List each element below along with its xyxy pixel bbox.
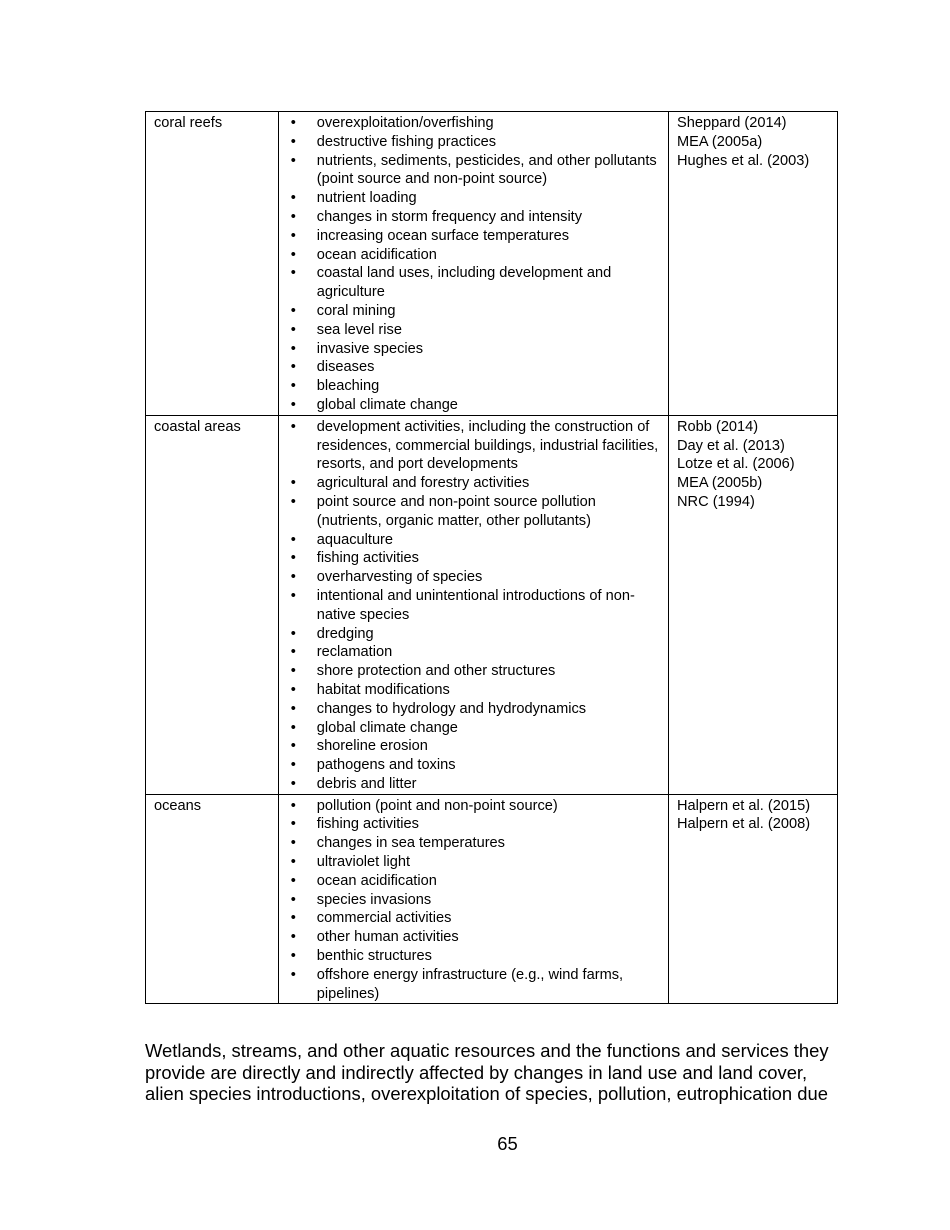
reference-citation: Day et al. (2013)	[677, 437, 785, 454]
reference-citation: Lotze et al. (2006)	[677, 456, 795, 473]
stressor-item: • dredging	[285, 625, 662, 644]
stressor-item: • overharvesting of species	[285, 568, 662, 587]
body-paragraph: Wetlands, streams, and other aquatic resources and the functions and services they provide are directly and indirectly affected by changes in land use and land cover, alien species introductions, overexploitation of species, pollution, eutrophication due	[145, 1040, 829, 1104]
stressor-item: • diseases	[285, 358, 662, 377]
stressor-item: • reclamation	[285, 643, 662, 662]
stressor-item: • benthic structures	[285, 947, 662, 966]
stressor-item: • habitat modifications	[285, 681, 662, 700]
stressor-item: • ocean acidification	[285, 246, 662, 265]
stressor-item: • increasing ocean surface temperatures	[285, 227, 662, 246]
stressor-item: • changes to hydrology and hydrodynamics	[285, 700, 662, 719]
stressor-item: • aquaculture	[285, 531, 662, 550]
stressors-cell	[278, 794, 668, 1004]
stressor-item: • fishing activities	[285, 815, 662, 834]
stressor-item: • coastal land uses, including development and agriculture	[285, 264, 662, 302]
table-row	[146, 794, 838, 1004]
stressor-item: • ultraviolet light	[285, 853, 662, 872]
ecosystem-cell: coastal areas	[146, 415, 279, 794]
stressor-list	[285, 418, 662, 794]
stressor-item: • global climate change	[285, 396, 662, 415]
stressor-list	[285, 797, 662, 1004]
stressors-cell	[278, 112, 668, 416]
stressor-item: • other human activities	[285, 928, 662, 947]
stressor-table-body	[146, 112, 838, 1004]
stressor-item: • intentional and unintentional introductions of non-native species	[285, 587, 662, 625]
stressor-item: • destructive fishing practices	[285, 133, 662, 152]
stressors-cell	[278, 415, 668, 794]
stressor-item: • offshore energy infrastructure (e.g., wind farms, pipelines)	[285, 966, 662, 1004]
stressor-item: • shoreline erosion	[285, 737, 662, 756]
reference-citation: Sheppard (2014)	[677, 115, 787, 131]
references-cell	[669, 794, 838, 1004]
stressor-item: • nutrient loading	[285, 189, 662, 208]
stressor-item: • invasive species	[285, 340, 662, 359]
stressor-item: • point source and non-point source pollution (nutrients, organic matter, other pollutants)	[285, 493, 662, 531]
reference-citation: Halpern et al. (2008)	[677, 816, 811, 833]
ecosystem-cell: oceans	[146, 794, 279, 1004]
reference-citation: Hughes et al. (2003)	[677, 152, 810, 169]
stressor-list	[285, 114, 662, 415]
stressor-item: • fishing activities	[285, 549, 662, 568]
stressor-table	[145, 111, 838, 1004]
stressor-item: • changes in sea temperatures	[285, 834, 662, 853]
stressor-item: • debris and litter	[285, 775, 662, 794]
stressor-item: • pollution (point and non-point source)	[285, 797, 662, 816]
stressor-item: • global climate change	[285, 719, 662, 738]
stressor-item: • pathogens and toxins	[285, 756, 662, 775]
stressor-item: • overexploitation/overfishing	[285, 114, 662, 133]
reference-citation: NRC (1994)	[677, 493, 755, 510]
table-row	[146, 415, 838, 794]
reference-citation: MEA (2005b)	[677, 475, 763, 492]
stressor-item: • agricultural and forestry activities	[285, 474, 662, 493]
stressor-item: • nutrients, sediments, pesticides, and other pollutants (point source and non-point source)	[285, 152, 662, 190]
stressor-item: • bleaching	[285, 377, 662, 396]
references-cell	[669, 112, 838, 416]
reference-citation: MEA (2005a)	[677, 133, 763, 150]
stressor-item: • sea level rise	[285, 321, 662, 340]
stressor-item: • commercial activities	[285, 909, 662, 928]
reference-citation: Halpern et al. (2015)	[677, 797, 811, 814]
stressor-item: • shore protection and other structures	[285, 662, 662, 681]
stressor-item: • ocean acidification	[285, 872, 662, 891]
stressor-item: • coral mining	[285, 302, 662, 321]
stressor-item: • changes in storm frequency and intensity	[285, 208, 662, 227]
ecosystem-cell: coral reefs	[146, 112, 279, 416]
table-row	[146, 112, 838, 416]
stressor-item: • development activities, including the construction of residences, commercial buildings, industrial facilities, resorts, and port developments	[285, 418, 662, 474]
page-number: 65	[497, 1133, 518, 1154]
references-cell	[669, 415, 838, 794]
stressor-item: • species invasions	[285, 891, 662, 910]
reference-citation: Robb (2014)	[677, 418, 759, 435]
